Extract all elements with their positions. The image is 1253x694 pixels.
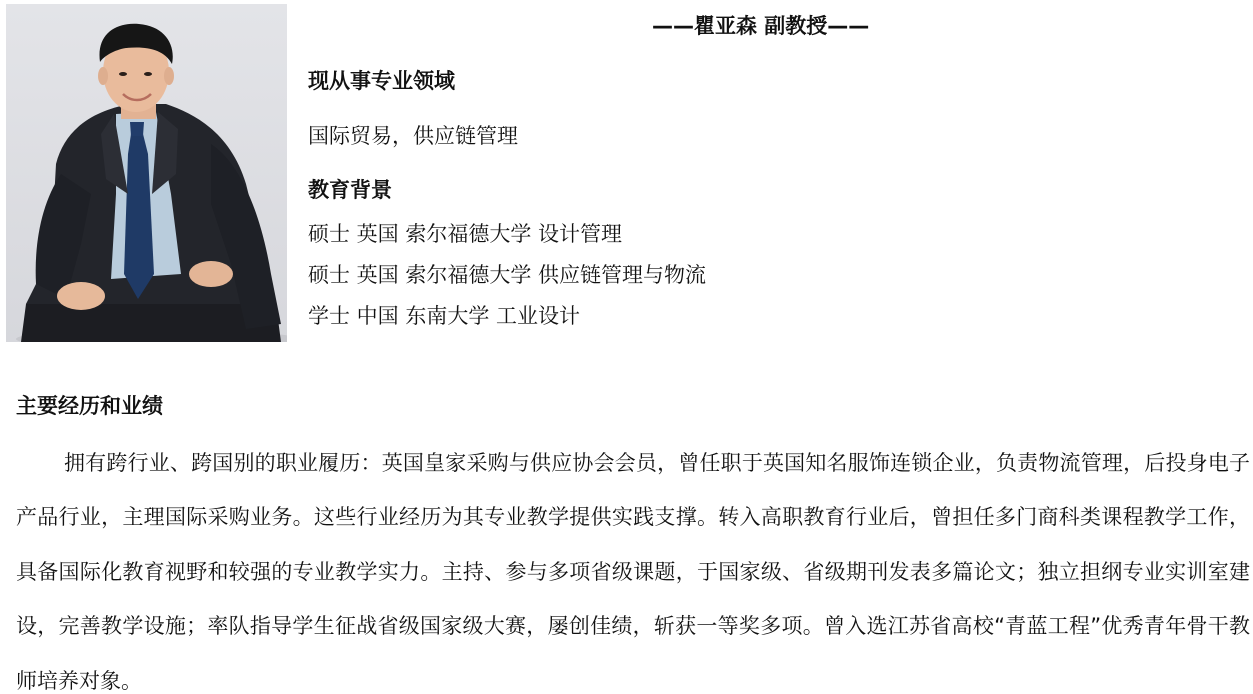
education-item: 硕士 英国 索尔福德大学 供应链管理与物流 xyxy=(308,263,707,287)
education-heading: 教育背景 xyxy=(308,178,392,202)
education-item: 学士 中国 东南大学 工业设计 xyxy=(308,304,581,328)
education-item: 硕士 英国 索尔福德大学 设计管理 xyxy=(308,222,623,246)
field-value: 国际贸易，供应链管理 xyxy=(308,124,518,148)
experience-paragraph: 拥有跨行业、跨国别的职业履历：英国皇家采购与供应协会会员，曾任职于英国知名服饰连锁企业，负责物流管理，后投身电子产品行业，主理国际采购业务。这些行业经历为其专业教学提供实践支撑。转入高职教育行业后，曾担任多门商科类课程教学工作，具备国际化教育视野和较强的专业教学实力。主持、参与多项省级课题，于国家级、省级期刊发表多篇论文；独立担纲专业实训室建设，完善教学设施；率队指导学生征战省级国家级大赛，屡创佳绩，斩获一等奖多项。曾入选江苏省高校“青蓝工程”优秀青年骨干教师培养对象。 xyxy=(16,451,1250,693)
page-title: ——瞿亚森 副教授—— xyxy=(652,14,870,38)
field-heading: 现从事专业领域 xyxy=(308,69,455,93)
portrait-photo xyxy=(6,4,287,342)
portrait-illustration xyxy=(6,4,287,342)
experience-heading: 主要经历和业绩 xyxy=(16,394,163,418)
